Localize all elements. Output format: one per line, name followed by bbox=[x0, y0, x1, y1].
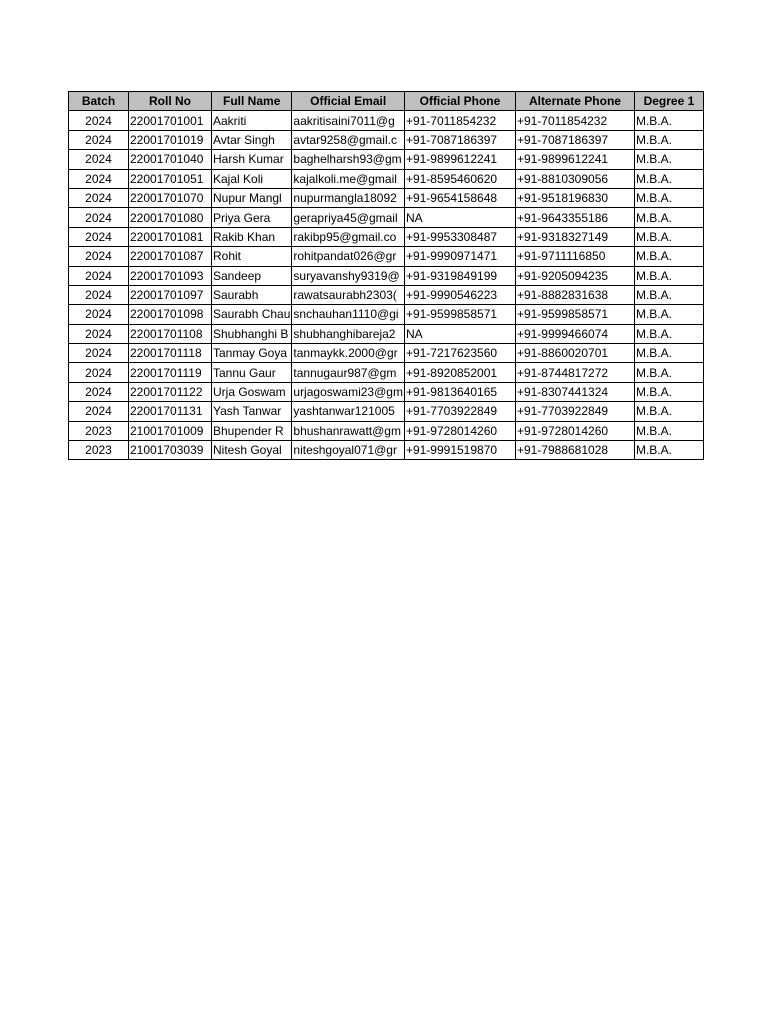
official-email-cell[interactable]: kajalkoli.me@gmail bbox=[292, 169, 405, 188]
official-email-cell[interactable]: bhushanrawatt@gm bbox=[292, 421, 405, 440]
official-email-cell[interactable]: rohitpandat026@gr bbox=[292, 247, 405, 266]
batch-cell[interactable]: 2024 bbox=[69, 150, 129, 169]
official-phone-cell[interactable]: +91-9899612241 bbox=[404, 150, 515, 169]
roll-no-cell[interactable]: 22001701131 bbox=[129, 402, 212, 421]
full-name-cell[interactable]: Saurabh bbox=[212, 285, 292, 304]
table-row bbox=[69, 266, 704, 285]
roll-no-cell[interactable]: 22001701119 bbox=[129, 363, 212, 382]
official-phone-cell[interactable]: +91-9953308487 bbox=[404, 227, 515, 246]
batch-cell[interactable]: 2024 bbox=[69, 285, 129, 304]
roll-no-cell[interactable]: 22001701097 bbox=[129, 285, 212, 304]
full-name-cell[interactable]: Tanmay Goya bbox=[212, 344, 292, 363]
alternate-phone-cell[interactable]: +91-7703922849 bbox=[515, 402, 634, 421]
header-full-name: Full Name bbox=[212, 92, 292, 111]
official-email-cell[interactable]: nupurmangla18092 bbox=[292, 188, 405, 207]
official-phone-cell[interactable]: +91-9990971471 bbox=[404, 247, 515, 266]
full-name-cell[interactable]: Nupur Mangl bbox=[212, 188, 292, 207]
batch-cell[interactable]: 2024 bbox=[69, 266, 129, 285]
alternate-phone-cell[interactable]: +91-8882831638 bbox=[515, 285, 634, 304]
degree-cell[interactable]: M.B.A. bbox=[634, 285, 703, 304]
alternate-phone-cell[interactable]: +91-7087186397 bbox=[515, 130, 634, 149]
official-email-cell[interactable]: niteshgoyal071@gr bbox=[292, 441, 405, 460]
full-name-cell[interactable]: Urja Goswam bbox=[212, 382, 292, 401]
official-email-cell[interactable]: rakibp95@gmail.co bbox=[292, 227, 405, 246]
table-row bbox=[69, 208, 704, 227]
batch-cell[interactable]: 2024 bbox=[69, 363, 129, 382]
official-email-cell[interactable]: rawatsaurabh2303( bbox=[292, 285, 405, 304]
official-email-cell[interactable]: suryavanshy9319@ bbox=[292, 266, 405, 285]
alternate-phone-cell[interactable]: +91-7988681028 bbox=[515, 441, 634, 460]
table-row bbox=[69, 130, 704, 149]
batch-cell[interactable]: 2023 bbox=[69, 441, 129, 460]
roll-no-cell[interactable]: 21001703039 bbox=[129, 441, 212, 460]
roll-no-cell[interactable]: 22001701080 bbox=[129, 208, 212, 227]
alternate-phone-cell[interactable]: +91-9711116850 bbox=[515, 247, 634, 266]
degree-cell[interactable]: M.B.A. bbox=[634, 324, 703, 343]
header-alternate-phone: Alternate Phone bbox=[515, 92, 634, 111]
alternate-phone-cell[interactable]: +91-8744817272 bbox=[515, 363, 634, 382]
official-phone-cell[interactable]: +91-8920852001 bbox=[404, 363, 515, 382]
official-phone-cell[interactable]: +91-9990546223 bbox=[404, 285, 515, 304]
official-email-cell[interactable]: snchauhan1110@gi bbox=[292, 305, 405, 324]
table-row bbox=[69, 285, 704, 304]
roll-no-cell[interactable]: 22001701098 bbox=[129, 305, 212, 324]
batch-cell[interactable]: 2024 bbox=[69, 305, 129, 324]
table-row bbox=[69, 363, 704, 382]
roll-no-cell[interactable]: 22001701070 bbox=[129, 188, 212, 207]
table-body bbox=[69, 111, 704, 460]
batch-cell[interactable]: 2024 bbox=[69, 402, 129, 421]
table-row bbox=[69, 324, 704, 343]
official-email-cell[interactable]: avtar9258@gmail.c bbox=[292, 130, 405, 149]
table-row bbox=[69, 402, 704, 421]
official-phone-cell[interactable]: +91-9813640165 bbox=[404, 382, 515, 401]
official-email-cell[interactable]: tannugaur987@gm bbox=[292, 363, 405, 382]
alternate-phone-cell[interactable]: +91-9999466074 bbox=[515, 324, 634, 343]
roll-no-cell[interactable]: 22001701081 bbox=[129, 227, 212, 246]
alternate-phone-cell[interactable]: +91-9643355186 bbox=[515, 208, 634, 227]
degree-cell[interactable]: M.B.A. bbox=[634, 344, 703, 363]
roll-no-cell[interactable]: 22001701122 bbox=[129, 382, 212, 401]
official-phone-cell[interactable]: +91-7703922849 bbox=[404, 402, 515, 421]
degree-cell[interactable]: M.B.A. bbox=[634, 227, 703, 246]
roll-no-cell[interactable]: 22001701108 bbox=[129, 324, 212, 343]
roll-no-cell[interactable]: 21001701009 bbox=[129, 421, 212, 440]
degree-cell[interactable]: M.B.A. bbox=[634, 188, 703, 207]
official-phone-cell[interactable]: NA bbox=[404, 324, 515, 343]
roll-no-cell[interactable]: 22001701118 bbox=[129, 344, 212, 363]
table-row bbox=[69, 382, 704, 401]
batch-cell[interactable]: 2024 bbox=[69, 227, 129, 246]
header-roll-no: Roll No bbox=[129, 92, 212, 111]
table-row bbox=[69, 305, 704, 324]
official-phone-cell[interactable]: +91-7011854232 bbox=[404, 111, 515, 130]
full-name-cell[interactable]: Kajal Koli bbox=[212, 169, 292, 188]
batch-cell[interactable]: 2024 bbox=[69, 188, 129, 207]
table-row bbox=[69, 247, 704, 266]
official-phone-cell[interactable]: +91-7087186397 bbox=[404, 130, 515, 149]
degree-cell[interactable]: M.B.A. bbox=[634, 363, 703, 382]
official-email-cell[interactable]: urjagoswami23@gm bbox=[292, 382, 405, 401]
alternate-phone-cell[interactable]: +91-9599858571 bbox=[515, 305, 634, 324]
alternate-phone-cell[interactable]: +91-8307441324 bbox=[515, 382, 634, 401]
degree-cell[interactable]: M.B.A. bbox=[634, 247, 703, 266]
header-row bbox=[69, 92, 704, 111]
full-name-cell[interactable]: Nitesh Goyal bbox=[212, 441, 292, 460]
batch-cell[interactable]: 2023 bbox=[69, 421, 129, 440]
degree-cell[interactable]: M.B.A. bbox=[634, 441, 703, 460]
official-phone-cell[interactable]: +91-7217623560 bbox=[404, 344, 515, 363]
official-email-cell[interactable]: shubhanghibareja2 bbox=[292, 324, 405, 343]
table-row bbox=[69, 111, 704, 130]
alternate-phone-cell[interactable]: +91-7011854232 bbox=[515, 111, 634, 130]
degree-cell[interactable]: M.B.A. bbox=[634, 402, 703, 421]
header-official-phone: Official Phone bbox=[404, 92, 515, 111]
alternate-phone-cell[interactable]: +91-9205094235 bbox=[515, 266, 634, 285]
official-phone-cell[interactable]: +91-9319849199 bbox=[404, 266, 515, 285]
full-name-cell[interactable]: Sandeep bbox=[212, 266, 292, 285]
full-name-cell[interactable]: Yash Tanwar bbox=[212, 402, 292, 421]
alternate-phone-cell[interactable]: +91-9728014260 bbox=[515, 421, 634, 440]
batch-cell[interactable]: 2024 bbox=[69, 247, 129, 266]
official-phone-cell[interactable]: +91-9599858571 bbox=[404, 305, 515, 324]
batch-cell[interactable]: 2024 bbox=[69, 111, 129, 130]
batch-cell[interactable]: 2024 bbox=[69, 382, 129, 401]
degree-cell[interactable]: M.B.A. bbox=[634, 150, 703, 169]
official-phone-cell[interactable]: +91-9991519870 bbox=[404, 441, 515, 460]
header-batch: Batch bbox=[69, 92, 129, 111]
table-row bbox=[69, 344, 704, 363]
full-name-cell[interactable]: Tannu Gaur bbox=[212, 363, 292, 382]
alternate-phone-cell[interactable]: +91-9518196830 bbox=[515, 188, 634, 207]
batch-cell[interactable]: 2024 bbox=[69, 344, 129, 363]
degree-cell[interactable]: M.B.A. bbox=[634, 382, 703, 401]
official-email-cell[interactable]: aakritisaini7011@g bbox=[292, 111, 405, 130]
roll-no-cell[interactable]: 22001701019 bbox=[129, 130, 212, 149]
full-name-cell[interactable]: Rakib Khan bbox=[212, 227, 292, 246]
alternate-phone-cell[interactable]: +91-8860020701 bbox=[515, 344, 634, 363]
spreadsheet bbox=[68, 91, 704, 460]
official-phone-cell[interactable]: +91-9654158648 bbox=[404, 188, 515, 207]
alternate-phone-cell[interactable]: +91-9318327149 bbox=[515, 227, 634, 246]
full-name-cell[interactable]: Aakriti bbox=[212, 111, 292, 130]
full-name-cell[interactable]: Rohit bbox=[212, 247, 292, 266]
degree-cell[interactable]: M.B.A. bbox=[634, 208, 703, 227]
degree-cell[interactable]: M.B.A. bbox=[634, 305, 703, 324]
degree-cell[interactable]: M.B.A. bbox=[634, 130, 703, 149]
header-official-email: Official Email bbox=[292, 92, 405, 111]
table-row bbox=[69, 441, 704, 460]
degree-cell[interactable]: M.B.A. bbox=[634, 111, 703, 130]
official-email-cell[interactable]: tanmaykk.2000@gr bbox=[292, 344, 405, 363]
student-table bbox=[68, 91, 704, 460]
degree-cell[interactable]: M.B.A. bbox=[634, 421, 703, 440]
alternate-phone-cell[interactable]: +91-8810309056 bbox=[515, 169, 634, 188]
full-name-cell[interactable]: Shubhanghi B bbox=[212, 324, 292, 343]
roll-no-cell[interactable]: 22001701093 bbox=[129, 266, 212, 285]
degree-cell[interactable]: M.B.A. bbox=[634, 169, 703, 188]
header-degree-1: Degree 1 bbox=[634, 92, 703, 111]
roll-no-cell[interactable]: 22001701001 bbox=[129, 111, 212, 130]
full-name-cell[interactable]: Priya Gera bbox=[212, 208, 292, 227]
full-name-cell[interactable]: Bhupender R bbox=[212, 421, 292, 440]
table-row bbox=[69, 150, 704, 169]
table-row bbox=[69, 227, 704, 246]
batch-cell[interactable]: 2024 bbox=[69, 169, 129, 188]
official-email-cell[interactable]: gerapriya45@gmail bbox=[292, 208, 405, 227]
table-row bbox=[69, 421, 704, 440]
batch-cell[interactable]: 2024 bbox=[69, 130, 129, 149]
roll-no-cell[interactable]: 22001701087 bbox=[129, 247, 212, 266]
table-row bbox=[69, 188, 704, 207]
full-name-cell[interactable]: Avtar Singh bbox=[212, 130, 292, 149]
roll-no-cell[interactable]: 22001701040 bbox=[129, 150, 212, 169]
official-phone-cell[interactable]: +91-8595460620 bbox=[404, 169, 515, 188]
official-phone-cell[interactable]: NA bbox=[404, 208, 515, 227]
batch-cell[interactable]: 2024 bbox=[69, 208, 129, 227]
degree-cell[interactable]: M.B.A. bbox=[634, 266, 703, 285]
batch-cell[interactable]: 2024 bbox=[69, 324, 129, 343]
full-name-cell[interactable]: Harsh Kumar bbox=[212, 150, 292, 169]
full-name-cell[interactable]: Saurabh Chau bbox=[212, 305, 292, 324]
roll-no-cell[interactable]: 22001701051 bbox=[129, 169, 212, 188]
alternate-phone-cell[interactable]: +91-9899612241 bbox=[515, 150, 634, 169]
official-email-cell[interactable]: baghelharsh93@gm bbox=[292, 150, 405, 169]
official-phone-cell[interactable]: +91-9728014260 bbox=[404, 421, 515, 440]
official-email-cell[interactable]: yashtanwar121005 bbox=[292, 402, 405, 421]
table-row bbox=[69, 169, 704, 188]
